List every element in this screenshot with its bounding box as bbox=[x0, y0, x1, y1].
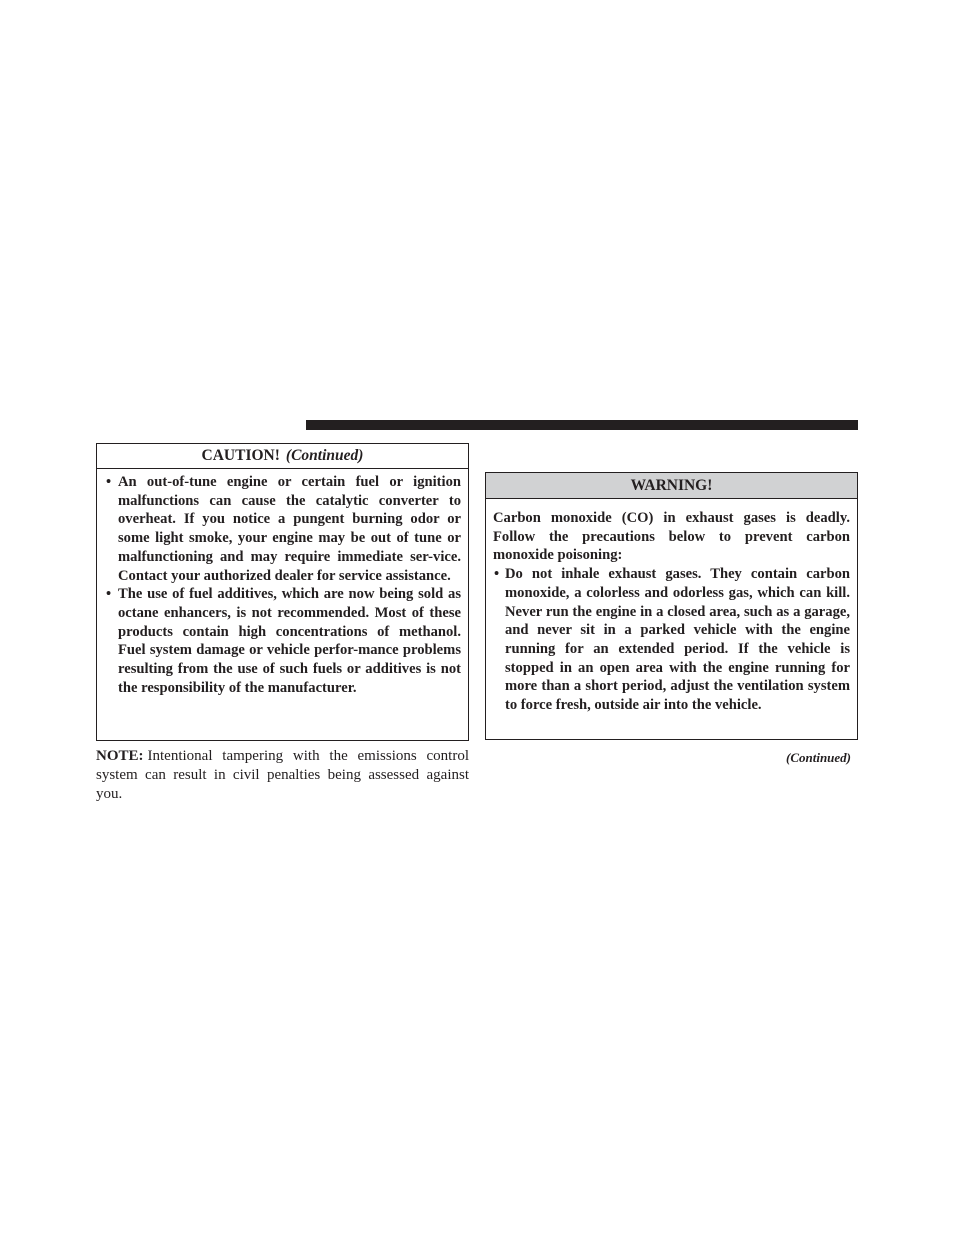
warning-title: WARNING! bbox=[630, 477, 713, 494]
warning-item: • Do not inhale exhaust gases. They contain carbon monoxide, a colorless and odorless gas, which can kill. Never run the engine in a closed area, such as a garage, and never sit in a parked vehicle with the engine running for an extended period. If the vehicle is stopped in an open area with the engine running for more than a short period, adjust the ventilation system to force fresh, outside air into the vehicle. bbox=[493, 565, 850, 715]
caution-header bbox=[97, 444, 468, 469]
caution-body bbox=[97, 469, 468, 697]
note-text: Intentional tampering with the emissions control system can result in civil penalties being assessed against you. bbox=[96, 748, 469, 802]
warning-intro: Carbon monoxide (CO) in exhaust gases is deadly. Follow the precautions below to prevent carbon monoxide poisoning: bbox=[493, 510, 850, 564]
continued-label: (Continued) bbox=[785, 750, 851, 765]
warning-body bbox=[486, 499, 857, 715]
note-paragraph bbox=[96, 747, 469, 804]
caution-continued: (Continued) bbox=[285, 447, 364, 464]
caution-title: CAUTION! bbox=[201, 447, 280, 464]
note-label: NOTE: bbox=[96, 748, 144, 764]
warning-box bbox=[485, 472, 858, 740]
caution-item: • An out-of-tune engine or certain fuel or ignition malfunctions can cause the catalytic converter to overheat. If you notice a pungent burning odor or some light smoke, your engine may be out of tune or malfunctioning and may require immediate ser-vice. Contact your authorized dealer for service assistance. bbox=[105, 473, 461, 585]
caution-item: • The use of fuel additives, which are now being sold as octane enhancers, is not recommended. Most of these products contain high concentrations of methanol. Fuel system damage or vehicle perfor-mance problems resulting from the use of such fuels or additives is not the responsibility of the manufacturer. bbox=[105, 585, 461, 697]
section-header-bar bbox=[306, 420, 858, 430]
caution-box bbox=[96, 443, 469, 741]
warning-header bbox=[486, 473, 857, 499]
